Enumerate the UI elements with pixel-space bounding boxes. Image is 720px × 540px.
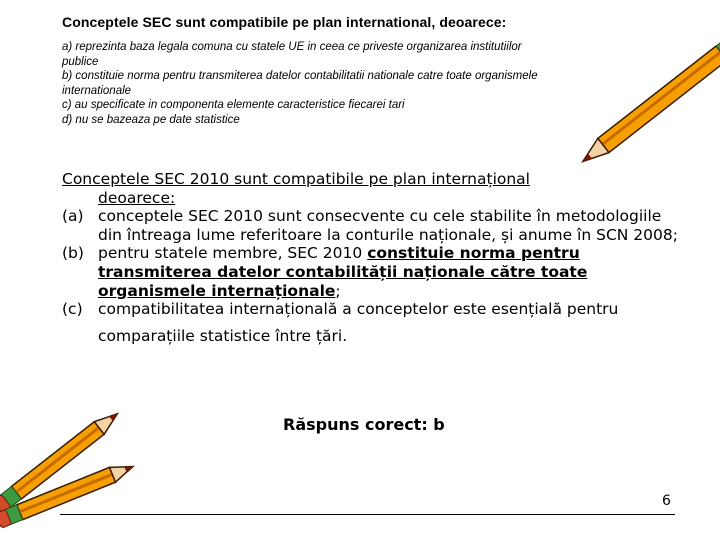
correct-answer: Răspuns corect: b — [283, 415, 445, 434]
option-c: c) au specificate in componenta elemente caracteristice fiecarei tari — [62, 99, 405, 112]
explanation-item-b — [62, 244, 682, 300]
item-text-line1: compatibilitatea internațională a conceptelor este esențială pentru — [98, 300, 619, 319]
option-a-line1: a) reprezinta baza legala comuna cu statele UE in ceea ce priveste organizarea institutiilor — [62, 41, 522, 53]
footer-divider — [60, 514, 675, 515]
explanation-heading — [62, 170, 682, 207]
item-label: (a) — [62, 207, 84, 226]
item-text-line2: comparațiile statistice între țări. — [98, 326, 348, 345]
item-text-plain: pentru statele membre, SEC 2010 — [98, 244, 368, 263]
option-b-line1: b) constituie norma pentru transmiterea datelor contabilitatii nationale catre toate organismele — [62, 70, 538, 83]
item-text: conceptele SEC 2010 sunt consecvente cu cele stabilite în metodologiile din întreaga lume referitoare la conturile naționale, și anume în SCN 2008; — [98, 207, 678, 244]
page-number: 6 — [662, 493, 671, 509]
option-b-line2: internationale — [62, 84, 132, 97]
item-label: (c) — [62, 300, 83, 319]
explanation-item-c — [62, 300, 682, 345]
option-d: d) nu se bazeaza pe date statistice — [62, 113, 240, 126]
option-a-line2: publice — [62, 55, 99, 68]
item-text — [98, 300, 682, 345]
explanation-heading-line2: deoarece: — [98, 188, 176, 207]
explanation — [62, 170, 682, 345]
item-text — [98, 244, 682, 300]
item-label: (b) — [62, 244, 84, 263]
item-text-end: ; — [335, 281, 341, 300]
question-options — [62, 40, 622, 128]
explanation-item-a — [62, 207, 682, 244]
question-title: Conceptele SEC sunt compatibile pe plan international, deoarece: — [62, 14, 507, 30]
item-text-emphasis: constituie norma pentru transmiterea datelor contabilității naționale către toate organismele internaționale — [98, 244, 588, 300]
explanation-heading-line1: Conceptele SEC 2010 sunt compatibile pe plan internațional — [62, 170, 530, 188]
